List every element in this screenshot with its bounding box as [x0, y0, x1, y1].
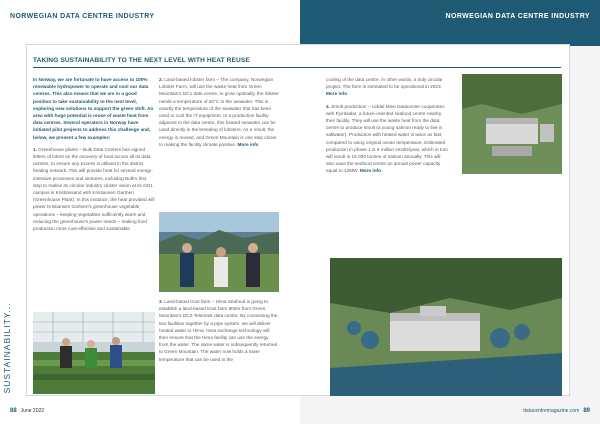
datacentre-aerial-photo: [462, 74, 562, 174]
header-band: [300, 0, 600, 46]
paragraph-3: 3. Land-based trout farm – Hima Seafood is going to establish a land-based trout farm 800m from Green Mountain's DC2-Telemark data centre. By connecting the two facilities together by a pipe system, we will deliver heated water to Hima. Heat exchange technology will then ensure that the Hima facility can use the energy from the water. The same water is subsequently returned to Green Mountain. The water now holds a lower temperature that can be used in the: [159, 299, 278, 362]
issue-date: June 2022: [20, 408, 45, 414]
page-number-left: 88: [10, 408, 17, 414]
column-1: [33, 76, 155, 237]
fishfarm-rendering-photo: [330, 258, 562, 396]
greenhouse-photo: [33, 312, 155, 394]
paragraph-4: 4. Smolt production – Lefdal Mine Datacenter cooperates with Fjordsalat, a future-oriented seafood centre nearby their facility. They will use the waste heat from the data centre to produce smolt (a young salmon ready to live in saltwater). Production with heated water is twice as fast compared to using original ocean temperature. Estimated production in phase 1 is 6 million smolts/year, which in turn will result in 15 000 tonnes of salmon annually. This will also save the seafood centre an annual power capacity equal to 12MW. More info: [326, 103, 448, 174]
column-2-lower: [159, 298, 279, 368]
section-side-label: SUSTAINABILITY...: [2, 302, 12, 394]
column-2: [159, 76, 279, 153]
people-photo: [159, 212, 279, 292]
footer-left: [10, 408, 44, 414]
paragraph-1: 1. Greenhouse plants – Bulk Data Centers has signed letters of intent on the recovery of heat across all its data centres, to ensure any excess is utilised in the district heating network. This will provide heat for several energy-intensive processes and ventures, including Bulk's first step to realise its circular industry cluster vision at its NO1 campus in Kristiansand with Kristiansen Gartneri (Greenhouse Plant). In this instance, the heat provided will power Kristiansen Gartneri's greenhouse vegetable operations – keeping vegetables sufficiently warm and reducing the greenhouse's power needs – making food production more cost-effective and sustainable.: [33, 146, 155, 232]
article-title: TAKING SUSTAINABILITY TO THE NEXT LEVEL WITH HEAT REUSE: [33, 57, 250, 64]
more-info-link-2[interactable]: More info: [237, 141, 259, 147]
title-divider: [33, 67, 561, 68]
page-number-right: 89: [583, 408, 590, 414]
more-info-link-4[interactable]: More info: [359, 168, 381, 174]
paragraph-2: 2. Land-based lobster farm – The company, Norwegian Lobster Farm, will use the waste heat from Green Mountain's DC1 data centre, to grow optimally, the lobster needs a temperature of 20°C in the seawater. This is exactly the temperature of the seawater that has been used to cool the IT equipment. In a production facility adjacent to the data centre, this heated seawater can be used directly in the breeding of lobsters. As a result, the energy is reused, and Green Mountain is one step closer to making the facility climate positive. More info: [159, 77, 279, 147]
footer-right: [523, 408, 590, 414]
site-url[interactable]: datacentremagazine.com: [523, 408, 580, 414]
header-right: NORWEGIAN DATA CENTRE INDUSTRY: [445, 13, 590, 20]
header-left: NORWEGIAN DATA CENTRE INDUSTRY: [10, 13, 155, 20]
paragraph-3-continued: cooling of the data centre. In other words, a truly circular project. The farm is estimated to be operational in 2023. More info: [326, 77, 443, 97]
more-info-link-3[interactable]: More info: [326, 91, 348, 97]
intro-paragraph: In Norway, we are fortunate to have access to 100% renewable hydropower to operate and cool our data centres. This also means that we are in a good position to take sustainability to the next level, exploring new solutions to support the green shift. An area with huge potential is reuse of waste heat from data centres. Several operators in Norway have initiated pilot projects to address this challenge and, below, we present a few examples:: [33, 77, 154, 140]
column-3: [326, 76, 448, 180]
